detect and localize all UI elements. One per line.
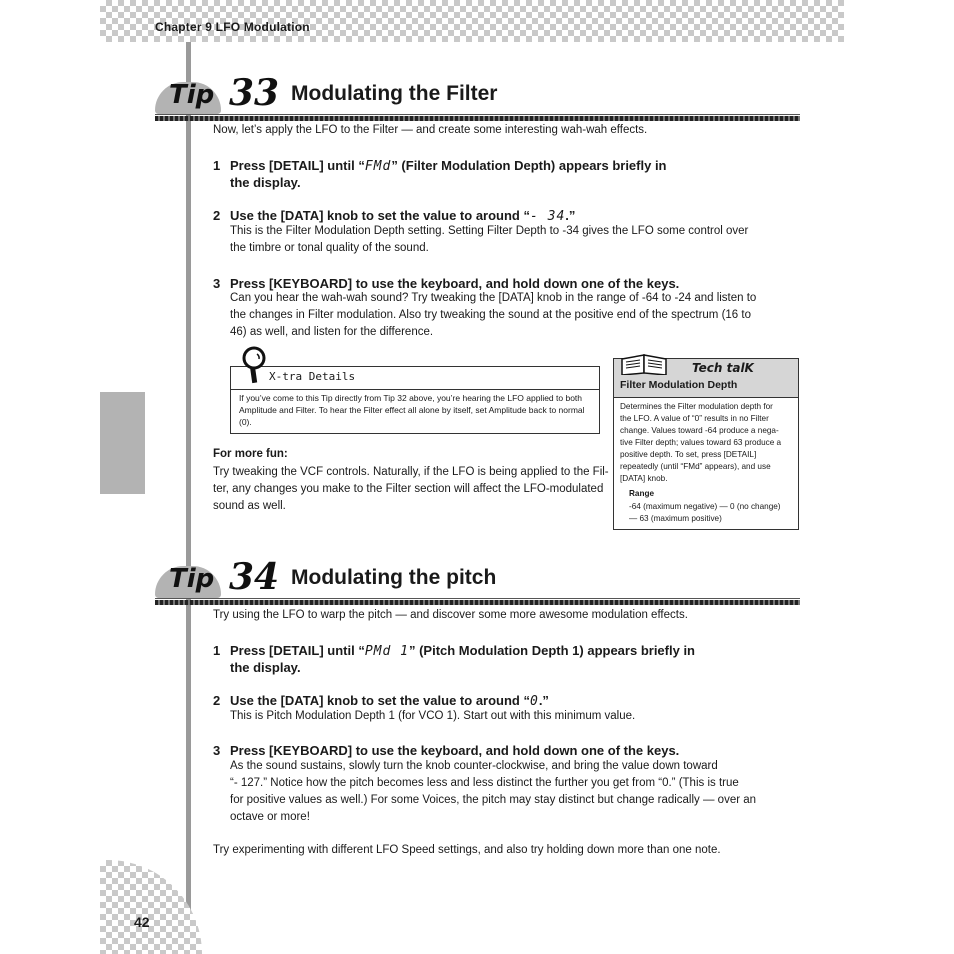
step-text (230, 642, 695, 660)
xtra-title-bar (231, 367, 599, 390)
body-line: the timbre or tonal quality of the sound. (230, 242, 429, 254)
tip-34-heading (155, 556, 800, 608)
tip-title: Modulating the Filter (291, 82, 498, 105)
open-book-icon (620, 353, 670, 375)
xtra-line: (0). (239, 417, 252, 427)
tip-number: 33 (229, 72, 280, 114)
lcd-readout: 0 (529, 694, 539, 709)
more-fun-body (213, 464, 609, 515)
step-text-line2: the display. (230, 175, 301, 190)
tech-line: [DATA] knob. (620, 474, 668, 483)
page-spine-bar (186, 42, 191, 954)
tech-line: repeatedly (until “FMd” appears), and use (620, 462, 771, 471)
body-line: for positive values as well.) For some Voices, the pitch may stay distinct but change radically — over an (230, 794, 757, 806)
tech-talk-box (613, 358, 799, 530)
step-text-a: Use the [DATA] knob to set the value to around “ (230, 693, 530, 708)
tip-34-closing: Try experimenting with different LFO Speed settings, and also try holding down more than one note. (213, 844, 721, 856)
tech-line: Determines the Filter modulation depth for (620, 402, 773, 411)
xtra-title: X-tra Details (269, 370, 356, 383)
body-line: ter, any changes you make to the Filter section will affect the LFO-modulated (213, 483, 604, 495)
lcd-readout: - 34 (529, 209, 566, 224)
body-line: sound as well. (213, 500, 286, 512)
heading-rule (155, 116, 800, 121)
xtra-line: If you’ve come to this Tip directly from Tip 32 above, you’re hearing the LFO applied to both (239, 393, 583, 403)
tech-talk-header (614, 359, 798, 398)
lcd-readout: FMd (364, 159, 392, 174)
body-line: 46) as well, and listen for the difference. (230, 326, 434, 338)
xtra-details-box (230, 366, 600, 434)
tip-34-step-3 (213, 742, 773, 759)
more-fun-label: For more fun: (213, 448, 288, 460)
tech-talk-title: Tech talK (692, 361, 754, 375)
body-line: Can you hear the wah-wah sound? Try tweaking the [DATA] knob in the range of -64 to -24 and listen to (230, 292, 757, 304)
heading-rule-thin (155, 114, 800, 115)
step-number: 3 (213, 743, 221, 758)
page-number: 42 (134, 914, 150, 930)
body-line: As the sound sustains, slowly turn the knob counter-clockwise, and bring the value down toward (230, 760, 718, 772)
body-line: Try tweaking the VCF controls. Naturally, if the LFO is being applied to the Fil- (213, 466, 609, 478)
body-line: the changes in Filter modulation. Also try tweaking the sound at the positive end of the spectrum (16 to (230, 309, 751, 321)
heading-rule-thin (155, 598, 800, 599)
tech-line: positive depth. To set, press [DETAIL] (620, 450, 757, 459)
xtra-line: Amplitude and Filter. To hear the Filter effect all alone by itself, set Amplitude back to normal (239, 405, 585, 415)
step-number: 2 (213, 693, 221, 708)
step-text: Press [KEYBOARD] to use the keyboard, and hold down one of the keys. (230, 276, 680, 291)
tech-range-label: Range (629, 489, 655, 498)
step-number: 1 (213, 158, 221, 173)
chapter-label: Chapter 9 LFO Modulation (155, 20, 310, 34)
step-number: 1 (213, 643, 221, 658)
tech-talk-subtitle: Filter Modulation Depth (620, 379, 738, 391)
tip-34-step-2 (213, 692, 773, 709)
body-line: This is Pitch Modulation Depth 1 (for VCO 1). Start out with this minimum value. (230, 710, 636, 722)
magnifier-icon (240, 346, 270, 384)
tip-title: Modulating the pitch (291, 566, 497, 589)
tip-number: 34 (229, 556, 280, 598)
body-line: octave or more! (230, 811, 310, 823)
tech-line: change. Values toward -64 produce a nega- (620, 426, 779, 435)
step-text: Press [KEYBOARD] to use the keyboard, and hold down one of the keys. (230, 743, 680, 758)
tip-33-step-2-body (230, 223, 748, 257)
tip-33-step-3-body (230, 290, 756, 341)
range-line: -64 (maximum negative) — 0 (no change) (629, 502, 781, 511)
tip-word: Tip (169, 564, 215, 594)
step-number: 3 (213, 276, 221, 291)
tech-range-values (629, 501, 797, 525)
step-text (230, 157, 667, 175)
tip-word: Tip (169, 80, 215, 110)
step-text-b: ” (Filter Modulation Depth) appears briefly in (391, 158, 667, 173)
step-text-b: .” (565, 208, 576, 223)
tech-line: the LFO. A value of “0” results in no Filter (620, 414, 769, 423)
step-text-a: Use the [DATA] knob to set the value to around “ (230, 208, 530, 223)
tip-34-step-3-body (230, 758, 756, 826)
step-text-a: Press [DETAIL] until “ (230, 643, 365, 658)
tip-33-intro: Now, let’s apply the LFO to the Filter — and create some interesting wah-wah effects. (213, 124, 648, 136)
step-number: 2 (213, 208, 221, 223)
tip-33-heading (155, 72, 800, 124)
step-text-b: .” (538, 693, 549, 708)
tip-34-intro: Try using the LFO to warp the pitch — and discover some more awesome modulation effects. (213, 609, 688, 621)
tech-talk-body (620, 401, 796, 485)
tip-33-step-2 (213, 207, 773, 224)
step-text-b: ” (Pitch Modulation Depth 1) appears briefly in (408, 643, 695, 658)
tip-34-step-2-body (230, 708, 635, 725)
lcd-readout: PMd 1 (364, 644, 409, 659)
step-text-line2: the display. (230, 660, 301, 675)
step-text-a: Press [DETAIL] until “ (230, 158, 365, 173)
body-line: “- 127.” Notice how the pitch becomes less and less distinct the further you get from “0.” (This is true (230, 777, 739, 789)
range-line: — 63 (maximum positive) (629, 514, 722, 523)
body-line: This is the Filter Modulation Depth setting. Setting Filter Depth to -34 gives the LFO some control over (230, 225, 749, 237)
tip-34-step-1 (213, 642, 773, 676)
chapter-side-tab (100, 392, 145, 494)
tech-line: tive Filter depth; values toward 63 produce a (620, 438, 782, 447)
xtra-body (239, 392, 593, 428)
tip-33-step-1 (213, 157, 773, 191)
heading-rule (155, 600, 800, 605)
